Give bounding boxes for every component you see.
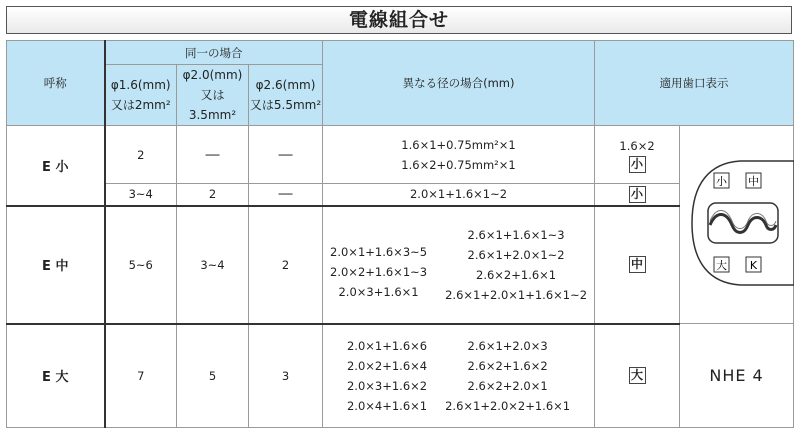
svg-text:中: 中: [748, 175, 760, 188]
header-applicable: 適用歯口表示: [595, 41, 794, 126]
die-diagram-cell: [680, 126, 794, 324]
header-col-1: φ1.6(mm) 又は2mm²: [105, 65, 177, 126]
row-name-large: E 大: [7, 324, 105, 428]
crimp-die-icon: [680, 153, 794, 293]
cell-diff: 2.0×1+1.6×3~5 2.0×2+1.6×1~3 2.0×3+1.6×1 2.6×1+1.6×1~3 2.6×1+2.0×1~2 2.6×2+1.6×1 2.6×1+2.0×1+1.6×1~2: [323, 206, 595, 324]
mark-small-icon: 小: [629, 156, 646, 173]
row-name-small: E 小: [7, 126, 105, 206]
table-row: [7, 126, 794, 184]
cell-diff: 2.0×1+1.6×1~2: [323, 184, 595, 206]
cell-mark: [595, 324, 680, 428]
cell-value: 3: [249, 324, 323, 428]
header-col-2: φ2.0(mm) 又は3.5mm²: [177, 65, 249, 126]
cell-diff: 2.0×1+1.6×6 2.0×2+1.6×4 2.0×3+1.6×2 2.0×4+1.6×1 2.6×1+2.0×3 2.6×2+1.6×2 2.6×2+2.0×1 2.6×1+2.0×2+1.6×1: [323, 324, 595, 428]
mark-small-icon: 小: [629, 186, 646, 203]
table-row: [7, 184, 794, 206]
cell-value: 5: [177, 324, 249, 428]
cell-mark: [595, 184, 680, 206]
cell-value: 3~4: [105, 184, 177, 206]
wire-combination-table: [6, 40, 794, 428]
cell-value: ──: [249, 126, 323, 184]
cell-value: 7: [105, 324, 177, 428]
header-col-3: φ2.6(mm) 又は5.5mm²: [249, 65, 323, 126]
header-name: 呼称: [7, 41, 105, 126]
cell-value: ──: [177, 126, 249, 184]
table-row: [7, 324, 794, 428]
table-title-bar: [6, 6, 792, 34]
svg-text:大: 大: [716, 259, 728, 272]
cell-value: 2: [105, 126, 177, 184]
header-diff-case: 異なる径の場合(mm): [323, 41, 595, 126]
cell-mark: 1.6×2 小: [595, 126, 680, 184]
mark-medium-icon: 中: [629, 256, 646, 273]
row-name-medium: E 中: [7, 206, 105, 324]
cell-value: ──: [249, 184, 323, 206]
model-name-cell: [680, 324, 794, 428]
cell-value: 2: [249, 206, 323, 324]
model-name: NHE 4: [709, 366, 764, 385]
svg-text:小: 小: [716, 175, 728, 188]
header-same-case: 同一の場合: [105, 41, 323, 65]
svg-text:K: K: [749, 259, 758, 272]
table-row: [7, 206, 794, 324]
mark-large-icon: 大: [629, 367, 646, 384]
cell-value: 2: [177, 184, 249, 206]
cell-mark: [595, 206, 680, 324]
cell-value: 5~6: [105, 206, 177, 324]
cell-value: 3~4: [177, 206, 249, 324]
table-title: 電線組合せ: [348, 9, 449, 31]
cell-diff: 1.6×1+0.75mm²×1 1.6×2+0.75mm²×1: [323, 126, 595, 184]
